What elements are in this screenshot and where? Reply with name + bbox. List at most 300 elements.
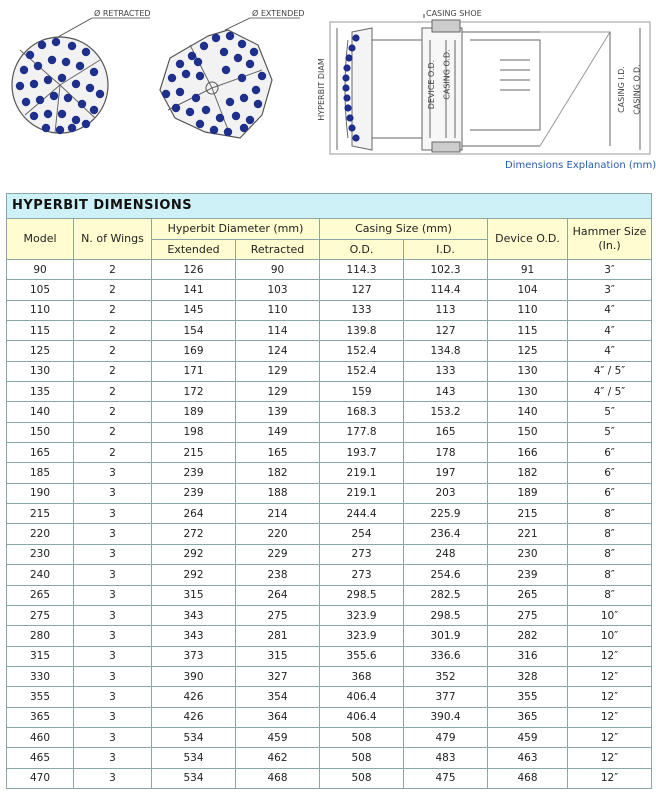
header-hammer-size: Hammer Size (In.) [568, 219, 652, 260]
carbide-button [42, 124, 50, 132]
cell-wings: 2 [74, 422, 152, 442]
carbide-button [216, 114, 224, 122]
cell-casing-od: 508 [320, 748, 404, 768]
table-row [7, 646, 652, 666]
cell-retracted: 165 [236, 443, 320, 463]
cell-device-od: 328 [488, 666, 568, 686]
cell-wings: 2 [74, 402, 152, 422]
table-row [7, 768, 652, 788]
carbide-button [224, 128, 232, 136]
cell-retracted: 114 [236, 321, 320, 341]
cell-device-od: 104 [488, 280, 568, 300]
cell-wings: 3 [74, 463, 152, 483]
cell-casing-od: 273 [320, 565, 404, 585]
cell-wings: 3 [74, 483, 152, 503]
table-row [7, 687, 652, 707]
carbide-button [254, 100, 262, 108]
cell-retracted: 103 [236, 280, 320, 300]
diagram-drawing [0, 0, 656, 185]
cell-device-od: 365 [488, 707, 568, 727]
cell-retracted: 281 [236, 626, 320, 646]
cell-device-od: 189 [488, 483, 568, 503]
cell-casing-id: 483 [404, 748, 488, 768]
cell-extended: 390 [152, 666, 236, 686]
cell-wings: 2 [74, 280, 152, 300]
cell-casing-id: 165 [404, 422, 488, 442]
header-od: O.D. [320, 240, 404, 260]
cell-casing-id: 225.9 [404, 504, 488, 524]
cell-extended: 315 [152, 585, 236, 605]
carbide-button [58, 110, 66, 118]
carbide-button [182, 70, 190, 78]
cross-section-drawing [330, 14, 650, 154]
cell-casing-id: 203 [404, 483, 488, 503]
cell-wings: 2 [74, 300, 152, 320]
carbide-button [196, 120, 204, 128]
cell-hammer-size: 8″ [568, 565, 652, 585]
carbide-button [348, 124, 355, 131]
cell-wings: 2 [74, 443, 152, 463]
cell-extended: 534 [152, 748, 236, 768]
table-row [7, 422, 652, 442]
cell-casing-id: 254.6 [404, 565, 488, 585]
cell-device-od: 125 [488, 341, 568, 361]
cell-wings: 3 [74, 565, 152, 585]
carbide-button [238, 40, 246, 48]
cell-device-od: 230 [488, 544, 568, 564]
cell-device-od: 468 [488, 768, 568, 788]
cell-retracted: 139 [236, 402, 320, 422]
carbide-button [246, 60, 254, 68]
cell-casing-id: 178 [404, 443, 488, 463]
cell-extended: 292 [152, 544, 236, 564]
cell-model: 130 [7, 361, 74, 381]
cell-device-od: 459 [488, 727, 568, 747]
carbide-button [186, 108, 194, 116]
cell-model: 220 [7, 524, 74, 544]
cell-device-od: 182 [488, 463, 568, 483]
carbide-button [246, 116, 254, 124]
carbide-button [240, 124, 248, 132]
table-row [7, 443, 652, 463]
table-row [7, 280, 652, 300]
carbide-button [34, 62, 42, 70]
cell-casing-od: 133 [320, 300, 404, 320]
cell-extended: 215 [152, 443, 236, 463]
carbide-button [226, 32, 234, 40]
carbide-button [252, 86, 260, 94]
hyperbit-dimensions-table [6, 193, 652, 789]
table-row [7, 544, 652, 564]
cell-extended: 171 [152, 361, 236, 381]
cell-casing-id: 479 [404, 727, 488, 747]
cell-model: 280 [7, 626, 74, 646]
cell-model: 135 [7, 382, 74, 402]
cell-hammer-size: 4″ / 5″ [568, 382, 652, 402]
carbide-button [200, 42, 208, 50]
cell-casing-od: 323.9 [320, 605, 404, 625]
cell-device-od: 282 [488, 626, 568, 646]
cell-retracted: 275 [236, 605, 320, 625]
carbide-button [352, 134, 359, 141]
cell-hammer-size: 8″ [568, 524, 652, 544]
cell-hammer-size: 3″ [568, 260, 652, 280]
cell-retracted: 90 [236, 260, 320, 280]
cell-retracted: 188 [236, 483, 320, 503]
cell-device-od: 130 [488, 382, 568, 402]
cell-casing-od: 406.4 [320, 687, 404, 707]
cell-model: 365 [7, 707, 74, 727]
cell-device-od: 265 [488, 585, 568, 605]
cell-casing-od: 298.5 [320, 585, 404, 605]
carbide-button [194, 58, 202, 66]
cell-extended: 198 [152, 422, 236, 442]
cell-wings: 3 [74, 666, 152, 686]
cell-retracted: 149 [236, 422, 320, 442]
carbide-button [344, 104, 351, 111]
cell-wings: 3 [74, 626, 152, 646]
cell-model: 465 [7, 748, 74, 768]
cell-hammer-size: 12″ [568, 768, 652, 788]
cell-extended: 141 [152, 280, 236, 300]
cell-device-od: 166 [488, 443, 568, 463]
cell-wings: 3 [74, 687, 152, 707]
casing-od-label-right: CASING O.D. [632, 64, 642, 115]
cell-casing-id: 298.5 [404, 605, 488, 625]
cell-extended: 534 [152, 768, 236, 788]
cell-model: 275 [7, 605, 74, 625]
cell-casing-od: 219.1 [320, 463, 404, 483]
carbide-button [52, 38, 60, 46]
carbide-button [342, 74, 349, 81]
table-row [7, 626, 652, 646]
cell-hammer-size: 8″ [568, 585, 652, 605]
carbide-button [220, 48, 228, 56]
carbide-button [240, 94, 248, 102]
cell-hammer-size: 4″ [568, 341, 652, 361]
cell-wings: 2 [74, 260, 152, 280]
cell-casing-id: 134.8 [404, 341, 488, 361]
cell-wings: 3 [74, 646, 152, 666]
carbide-button [202, 106, 210, 114]
cell-casing-id: 282.5 [404, 585, 488, 605]
cell-casing-od: 152.4 [320, 341, 404, 361]
cell-model: 265 [7, 585, 74, 605]
carbide-button [90, 106, 98, 114]
table-row [7, 707, 652, 727]
carbide-button [30, 80, 38, 88]
cell-retracted: 238 [236, 565, 320, 585]
carbide-button [58, 74, 66, 82]
header-wings: N. of Wings [74, 219, 152, 260]
cell-wings: 2 [74, 382, 152, 402]
carbide-button [64, 94, 72, 102]
carbide-button [96, 90, 104, 98]
dimensions-caption: Dimensions Explanation (mm) [505, 160, 656, 171]
cell-model: 115 [7, 321, 74, 341]
cell-hammer-size: 12″ [568, 707, 652, 727]
cell-casing-id: 113 [404, 300, 488, 320]
cell-wings: 3 [74, 768, 152, 788]
cell-device-od: 275 [488, 605, 568, 625]
carbide-button [78, 100, 86, 108]
cell-model: 140 [7, 402, 74, 422]
cell-device-od: 130 [488, 361, 568, 381]
cell-retracted: 182 [236, 463, 320, 483]
carbide-button [68, 124, 76, 132]
carbide-button [20, 66, 28, 74]
table-row [7, 605, 652, 625]
cell-extended: 189 [152, 402, 236, 422]
cell-retracted: 214 [236, 504, 320, 524]
cell-wings: 3 [74, 727, 152, 747]
cell-hammer-size: 12″ [568, 666, 652, 686]
cell-retracted: 364 [236, 707, 320, 727]
carbide-button [90, 68, 98, 76]
cell-casing-id: 143 [404, 382, 488, 402]
cell-device-od: 150 [488, 422, 568, 442]
hyperbit-dimensions-table-wrap [6, 193, 651, 789]
header-model: Model [7, 219, 74, 260]
cell-hammer-size: 12″ [568, 727, 652, 747]
table-row [7, 341, 652, 361]
cell-device-od: 115 [488, 321, 568, 341]
table-title: HYPERBIT DIMENSIONS [7, 194, 652, 219]
cell-model: 230 [7, 544, 74, 564]
carbide-button [196, 72, 204, 80]
carbide-button [72, 80, 80, 88]
cell-casing-id: 301.9 [404, 626, 488, 646]
header-id: I.D. [404, 240, 488, 260]
casing-od-label: CASING O.D. [442, 49, 452, 100]
header-casing-size: Casing Size (mm) [320, 219, 488, 240]
carbide-button [162, 90, 170, 98]
cell-casing-id: 248 [404, 544, 488, 564]
cell-casing-id: 133 [404, 361, 488, 381]
cell-extended: 172 [152, 382, 236, 402]
carbide-button [210, 126, 218, 134]
casing-id-label: CASING I.D. [616, 66, 626, 113]
cell-retracted: 220 [236, 524, 320, 544]
table-row [7, 402, 652, 422]
cell-casing-id: 352 [404, 666, 488, 686]
header-extended: Extended [152, 240, 236, 260]
carbide-button [345, 54, 352, 61]
cell-extended: 534 [152, 727, 236, 747]
table-row [7, 565, 652, 585]
cell-casing-od: 508 [320, 727, 404, 747]
cell-casing-id: 377 [404, 687, 488, 707]
carbide-button [342, 84, 349, 91]
cell-extended: 373 [152, 646, 236, 666]
cell-wings: 2 [74, 361, 152, 381]
cell-device-od: 140 [488, 402, 568, 422]
cell-retracted: 459 [236, 727, 320, 747]
carbide-button [168, 74, 176, 82]
cell-retracted: 315 [236, 646, 320, 666]
cell-hammer-size: 5″ [568, 422, 652, 442]
hyperbit-diam-label: HYPERBIT DIAM [316, 58, 326, 121]
table-row [7, 361, 652, 381]
cell-casing-od: 168.3 [320, 402, 404, 422]
cell-casing-id: 153.2 [404, 402, 488, 422]
cell-extended: 426 [152, 687, 236, 707]
cell-casing-id: 114.4 [404, 280, 488, 300]
carbide-button [238, 74, 246, 82]
cell-device-od: 316 [488, 646, 568, 666]
carbide-button [16, 82, 24, 90]
cell-extended: 239 [152, 483, 236, 503]
carbide-button [222, 66, 230, 74]
table-row [7, 300, 652, 320]
cell-hammer-size: 8″ [568, 504, 652, 524]
table-row [7, 666, 652, 686]
cell-hammer-size: 4″ [568, 300, 652, 320]
cell-model: 190 [7, 483, 74, 503]
carbide-button [44, 76, 52, 84]
cell-wings: 3 [74, 544, 152, 564]
cell-extended: 145 [152, 300, 236, 320]
cell-extended: 426 [152, 707, 236, 727]
cell-model: 460 [7, 727, 74, 747]
carbide-button [212, 34, 220, 42]
cell-casing-id: 102.3 [404, 260, 488, 280]
table-row [7, 585, 652, 605]
cell-retracted: 462 [236, 748, 320, 768]
cell-casing-od: 368 [320, 666, 404, 686]
table-row [7, 524, 652, 544]
carbide-button [226, 98, 234, 106]
cell-retracted: 110 [236, 300, 320, 320]
cell-model: 125 [7, 341, 74, 361]
carbide-button [76, 62, 84, 70]
cell-model: 185 [7, 463, 74, 483]
cell-retracted: 129 [236, 361, 320, 381]
header-retracted: Retracted [236, 240, 320, 260]
retracted-label: Ø RETRACTED [94, 9, 151, 18]
carbide-button [176, 88, 184, 96]
header-device-od: Device O.D. [488, 219, 568, 260]
cell-casing-od: 152.4 [320, 361, 404, 381]
cell-model: 165 [7, 443, 74, 463]
carbide-button [176, 60, 184, 68]
cell-casing-od: 254 [320, 524, 404, 544]
cell-casing-id: 390.4 [404, 707, 488, 727]
cell-hammer-size: 10″ [568, 626, 652, 646]
carbide-button [343, 64, 350, 71]
cell-casing-id: 127 [404, 321, 488, 341]
carbide-button [232, 112, 240, 120]
carbide-button [50, 92, 58, 100]
carbide-button [72, 116, 80, 124]
carbide-button [62, 58, 70, 66]
cell-hammer-size: 10″ [568, 605, 652, 625]
cell-wings: 3 [74, 504, 152, 524]
carbide-button [172, 104, 180, 112]
dimensions-diagram [0, 0, 656, 185]
cell-device-od: 221 [488, 524, 568, 544]
cell-extended: 272 [152, 524, 236, 544]
cell-extended: 126 [152, 260, 236, 280]
carbide-button [188, 52, 196, 60]
cell-casing-od: 139.8 [320, 321, 404, 341]
cell-model: 215 [7, 504, 74, 524]
table-body [7, 260, 652, 789]
table-row [7, 463, 652, 483]
cell-casing-od: 244.4 [320, 504, 404, 524]
cell-model: 150 [7, 422, 74, 442]
cell-device-od: 239 [488, 565, 568, 585]
cell-device-od: 110 [488, 300, 568, 320]
table-row [7, 260, 652, 280]
cell-retracted: 124 [236, 341, 320, 361]
device-od-label: DEVICE O.D. [427, 59, 437, 110]
carbide-button [36, 96, 44, 104]
cell-hammer-size: 6″ [568, 463, 652, 483]
cell-model: 315 [7, 646, 74, 666]
cell-wings: 3 [74, 748, 152, 768]
casing-shoe-label: CASING SHOE [426, 9, 482, 18]
cell-casing-od: 355.6 [320, 646, 404, 666]
retracted-bit-drawing [12, 37, 108, 134]
cell-extended: 264 [152, 504, 236, 524]
table-row [7, 321, 652, 341]
cell-model: 470 [7, 768, 74, 788]
carbide-button [234, 54, 242, 62]
carbide-button [26, 51, 34, 59]
cell-extended: 292 [152, 565, 236, 585]
carbide-button [56, 126, 64, 134]
carbide-button [22, 98, 30, 106]
carbide-button [352, 34, 359, 41]
table-row [7, 483, 652, 503]
cell-hammer-size: 4″ / 5″ [568, 361, 652, 381]
cell-wings: 3 [74, 585, 152, 605]
cell-casing-od: 127 [320, 280, 404, 300]
table-row [7, 382, 652, 402]
cell-retracted: 354 [236, 687, 320, 707]
cell-extended: 154 [152, 321, 236, 341]
cell-casing-id: 236.4 [404, 524, 488, 544]
cell-wings: 3 [74, 524, 152, 544]
cell-wings: 3 [74, 707, 152, 727]
carbide-button [68, 42, 76, 50]
cell-casing-od: 193.7 [320, 443, 404, 463]
cell-extended: 343 [152, 626, 236, 646]
cell-casing-od: 508 [320, 768, 404, 788]
cell-retracted: 327 [236, 666, 320, 686]
carbide-button [348, 44, 355, 51]
carbide-button [44, 110, 52, 118]
table-row [7, 748, 652, 768]
cell-wings: 2 [74, 341, 152, 361]
header-hyperbit-diameter: Hyperbit Diameter (mm) [152, 219, 320, 240]
cell-hammer-size: 4″ [568, 321, 652, 341]
cell-model: 240 [7, 565, 74, 585]
cell-device-od: 215 [488, 504, 568, 524]
cell-casing-od: 177.8 [320, 422, 404, 442]
extended-bit-drawing [160, 30, 272, 138]
cell-casing-od: 406.4 [320, 707, 404, 727]
carbide-button [250, 48, 258, 56]
cell-casing-id: 197 [404, 463, 488, 483]
table-row [7, 727, 652, 747]
cell-casing-od: 273 [320, 544, 404, 564]
cell-retracted: 468 [236, 768, 320, 788]
cell-hammer-size: 12″ [568, 687, 652, 707]
carbide-button [346, 114, 353, 121]
cell-model: 90 [7, 260, 74, 280]
